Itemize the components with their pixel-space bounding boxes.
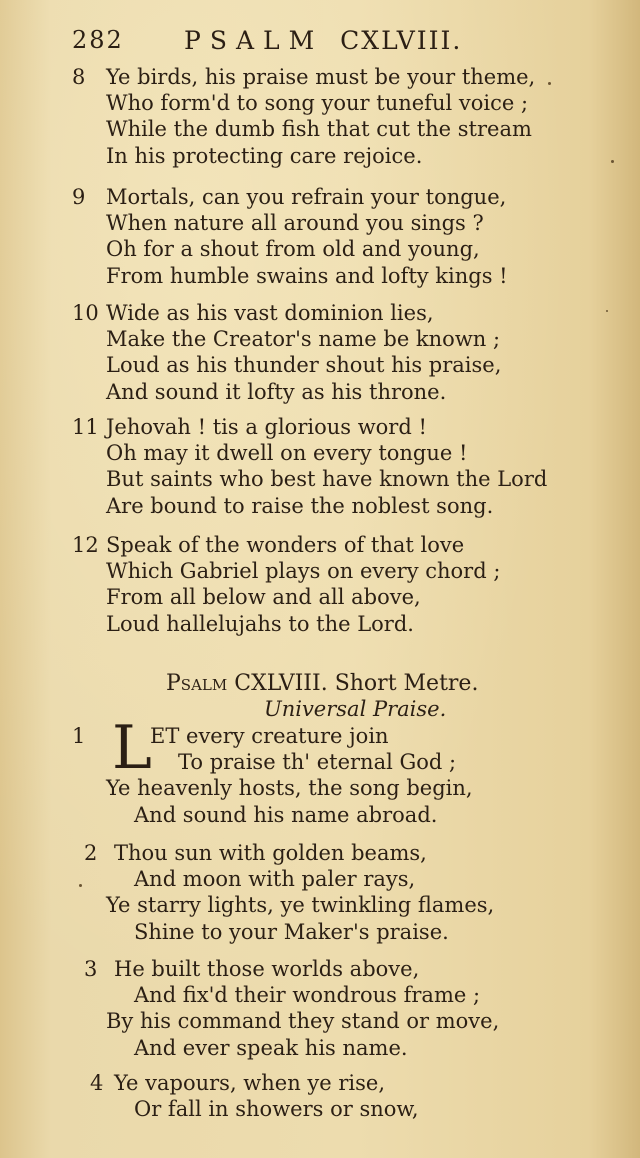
verse-number: 3 [84,957,98,981]
verse-line: Shine to your Maker's praise. [134,919,449,944]
verse-line: ET every creature join [150,724,389,748]
verse-line: And ever speak his name. [134,1035,408,1060]
verse-line: From all below and all above, [106,585,421,610]
running-head-number: CXLVIII. [340,26,463,55]
verse-line: When nature all around you sings ? [106,211,484,236]
paper-speck [606,310,608,312]
stanza-10 [72,300,501,405]
verse-line: Ye birds, his praise must be your theme, [106,65,536,89]
verse-line: To praise th' eternal God ; [178,750,457,775]
verse-line: By his command they stand or move, [106,1009,500,1034]
verse-line: Are bound to raise the noblest song. [106,493,494,518]
verse-line: From humble swains and lofty kings ! [106,263,508,288]
paper-speck [548,82,551,85]
verse-line: Loud hallelujahs to the Lord. [106,611,414,636]
paper-speck [611,160,614,163]
verse-line: He built those worlds above, [114,957,420,981]
psalm-heading-word: Psalm [166,671,228,696]
verse-line: And sound his name abroad. [134,802,438,827]
verse-line: Ye vapours, when ye rise, [114,1071,386,1095]
verse-line: Ye starry lights, ye twinkling flames, [106,893,495,918]
verse-line: Ye heavenly hosts, the song begin, [106,776,473,801]
verse-number: 1 [72,724,86,748]
stanza-4 [72,1070,419,1122]
verse-number: 11 [72,415,99,439]
psalm-heading [166,671,478,696]
verse-line: Jehovah ! tis a glorious word ! [106,415,427,439]
verse-line: While the dumb fish that cut the stream [106,117,532,142]
verse-line: Or fall in showers or snow, [134,1097,419,1122]
page-header [72,26,600,56]
verse-line: And moon with paler rays, [134,867,416,892]
verse-line: Make the Creator's name be known ; [106,327,501,352]
verse-line: Mortals, can you refrain your tongue, [106,185,507,209]
verse-line: And sound it lofty as his throne. [106,379,447,404]
drop-capital: L [112,713,152,783]
verse-line: But saints who best have known the Lord [106,467,548,492]
verse-number: 2 [84,841,98,865]
verse-line: Oh may it dwell on every tongue ! [106,441,468,466]
running-head [184,26,462,55]
verse-number: 10 [72,301,99,325]
stanza-12 [72,532,500,637]
stanza-8 [72,64,535,169]
verse-number: 12 [72,533,99,557]
page-number: 282 [72,26,124,54]
verse-line: Thou sun with golden beams, [114,841,427,865]
stanza-2 [72,840,494,945]
verse-line: In his protecting care rejoice. [106,143,423,168]
running-head-title: PSALM [184,26,324,55]
verse-line: Who form'd to song your tuneful voice ; [106,91,529,116]
psalm-metre: Short Metre. [334,671,479,696]
stanza-1 [72,723,473,828]
verse-number: 4 [90,1071,104,1095]
verse-line: Oh for a shout from old and young, [106,237,480,262]
verse-line: And fix'd their wondrous frame ; [134,983,481,1008]
stanza-3 [72,956,499,1061]
verse-line: Which Gabriel plays on every chord ; [106,559,501,584]
verse-line: Loud as his thunder shout his praise, [106,353,502,378]
stanza-9 [72,184,508,289]
verse-number: 9 [72,185,86,209]
paper-speck [79,884,82,887]
psalm-heading-number: CXLVIII. [234,671,328,696]
stanza-11 [72,414,547,519]
verse-line: Speak of the wonders of that love [106,533,465,557]
verse-number: 8 [72,65,86,89]
verse-line: Wide as his vast dominion lies, [106,301,434,325]
psalm-subtitle: Universal Praise. [264,697,447,721]
